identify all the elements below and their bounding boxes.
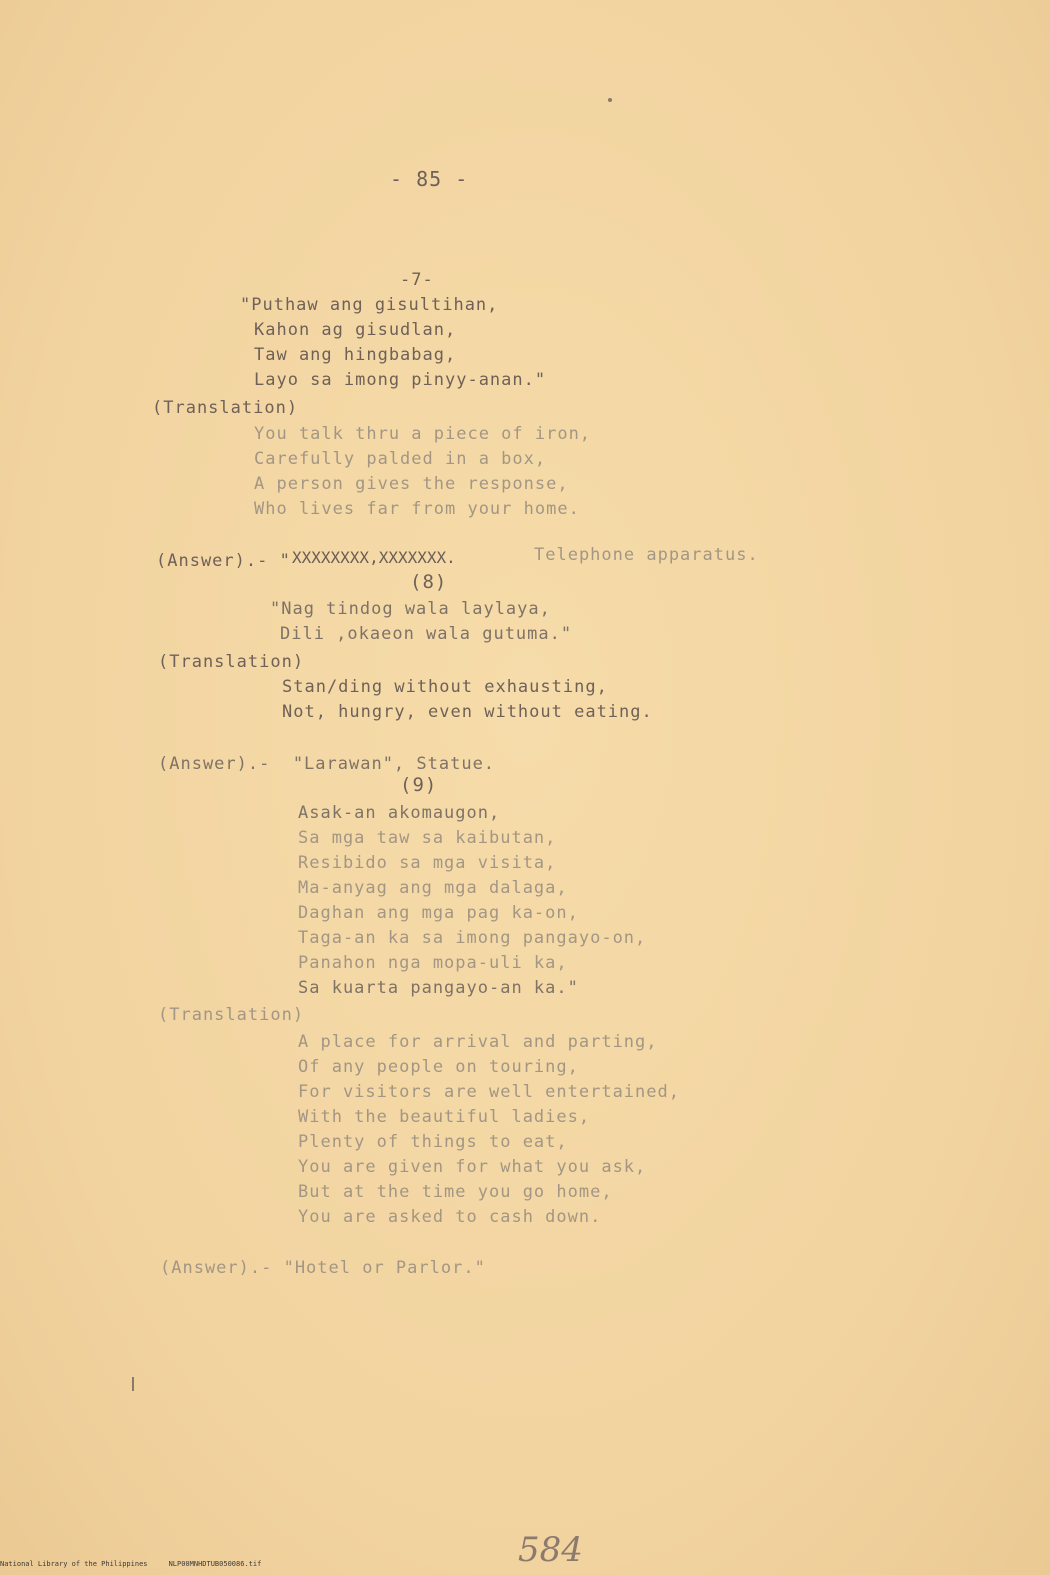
- riddle-9-line-8: Sa kuarta pangayo-an ka.": [298, 978, 579, 998]
- riddle-7-struck-answer: XXXXXXXX,XXXXXXX.: [292, 548, 456, 567]
- riddle-7-line-2: Kahon ag gisudlan,: [254, 320, 457, 340]
- riddle-7-answer-label: (Answer).- ": [156, 551, 291, 571]
- page-number: - 85 -: [390, 167, 469, 191]
- riddle-7-translation-line-1: You talk thru a piece of iron,: [254, 424, 592, 444]
- riddle-9-line-4: Ma-anyag ang mga dalaga,: [298, 878, 568, 898]
- riddle-7-line-3: Taw ang hingbabag,: [254, 345, 457, 365]
- riddle-8-number: (8): [410, 571, 448, 593]
- riddle-7-answer: Telephone apparatus.: [534, 545, 759, 565]
- riddle-9-answer: (Answer).- "Hotel or Parlor.": [160, 1258, 486, 1278]
- scan-footer: National Library of the Philippines NLP00MNHDTUB050086.tif: [0, 1560, 262, 1568]
- riddle-9-translation-line-7: But at the time you go home,: [298, 1182, 613, 1202]
- riddle-9-translation-line-1: A place for arrival and parting,: [298, 1032, 658, 1052]
- riddle-8-translation-label: (Translation): [158, 652, 305, 672]
- riddle-9-translation-line-8: You are asked to cash down.: [298, 1207, 602, 1227]
- riddle-8-answer: (Answer).- "Larawan", Statue.: [158, 754, 496, 774]
- riddle-9-translation-line-3: For visitors are well entertained,: [298, 1082, 680, 1102]
- riddle-9-line-6: Taga-an ka sa imong pangayo-on,: [298, 928, 647, 948]
- riddle-9-line-1: Asak-an akomaugon,: [298, 803, 501, 823]
- margin-mark: [132, 1377, 134, 1391]
- riddle-8-line-2: Dili ,okaeon wala gutuma.": [280, 624, 573, 644]
- riddle-7-translation-line-3: A person gives the response,: [254, 474, 569, 494]
- riddle-7-translation-label: (Translation): [152, 398, 299, 418]
- riddle-7-translation-line-4: Who lives far from your home.: [254, 499, 580, 519]
- riddle-7-number: -7-: [400, 270, 434, 290]
- riddle-9-translation-label: (Translation): [158, 1005, 305, 1025]
- riddle-9-translation-line-4: With the beautiful ladies,: [298, 1107, 591, 1127]
- riddle-8-line-1: "Nag tindog wala laylaya,: [270, 599, 551, 619]
- riddle-9-translation-line-6: You are given for what you ask,: [298, 1157, 647, 1177]
- riddle-7-line-4: Layo sa imong pinyy-anan.": [254, 370, 547, 390]
- riddle-8-translation-line-2: Not, hungry, even without eating.: [282, 702, 653, 722]
- riddle-9-number: (9): [400, 774, 438, 796]
- riddle-8-translation-line-1: Stan/ding without exhausting,: [282, 677, 608, 697]
- riddle-9-line-3: Resibido sa mga visita,: [298, 853, 557, 873]
- riddle-7-translation-line-2: Carefully palded in a box,: [254, 449, 547, 469]
- ink-speck: [608, 98, 612, 102]
- riddle-9-translation-line-5: Plenty of things to eat,: [298, 1132, 568, 1152]
- riddle-9-line-5: Daghan ang mga pag ka-on,: [298, 903, 579, 923]
- handwritten-page-number: 584: [518, 1530, 583, 1570]
- riddle-9-line-7: Panahon nga mopa-uli ka,: [298, 953, 568, 973]
- riddle-7-line-1: "Puthaw ang gisultihan,: [240, 295, 499, 315]
- riddle-9-translation-line-2: Of any people on touring,: [298, 1057, 579, 1077]
- riddle-9-line-2: Sa mga taw sa kaibutan,: [298, 828, 557, 848]
